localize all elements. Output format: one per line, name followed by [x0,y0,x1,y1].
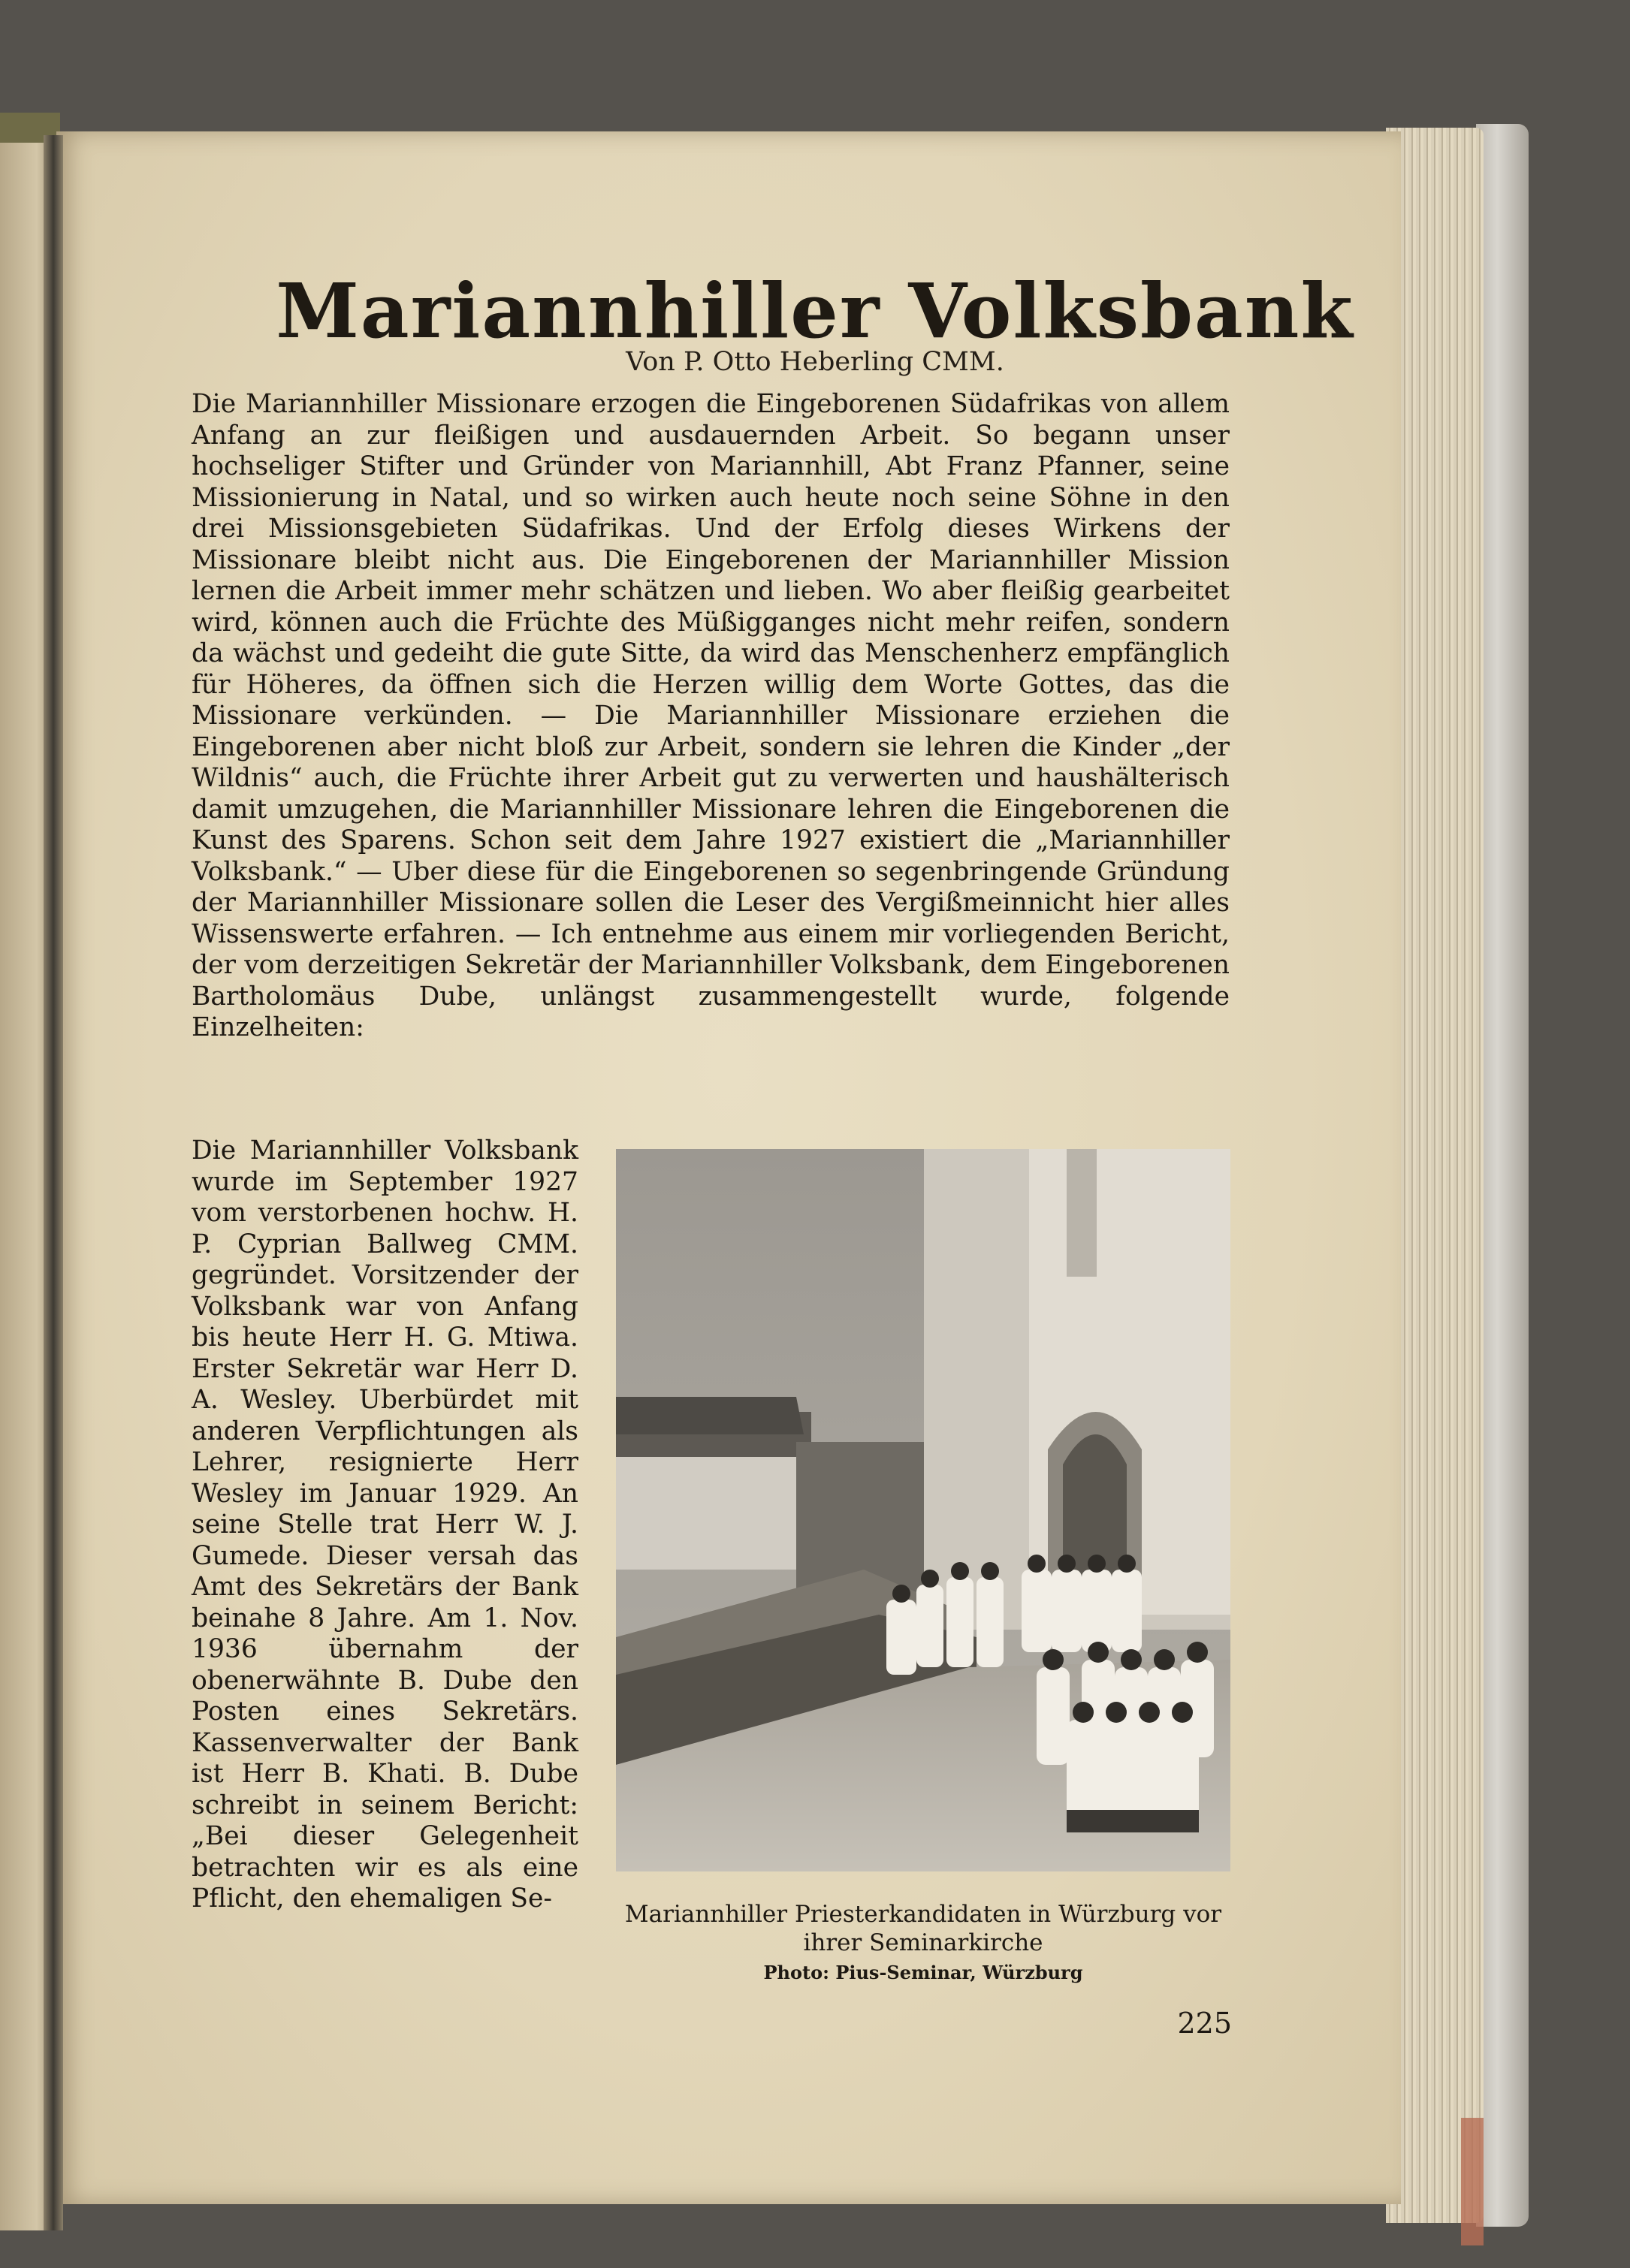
seminary-photo-illustration [616,1149,1230,1871]
photo-credit: Photo: Pius-Seminar, Würzburg [763,1962,1083,1983]
article-body: Die Mariannhiller Missionare erzogen die Eingeborenen Südafrikas von allem Anfang an zur fleißigen und ausdauernden Arbeit. So begann unser hochseliger Stifter und Gründer von Mariannhill, Abt Franz Pfanner, seine Missionierung in Natal, und so wirken auch heute noch seine Söhne in den drei Missionsgebieten Südafrikas. Und der Erfolg dieses Wirkens der Missionare bleibt nicht aus. Die Eingeborenen der Mariannhiller Mission lernen die Arbeit immer mehr schätzen und lieben. Wo aber fleißig gearbeitet wird, können auch die Früchte des Müßigganges nicht mehr reifen, sondern da wächst und gedeiht die gute Sitte, da wird das Menschenherz empfänglich für Höheres, da öffnen sich die Herzen willig dem Worte Gottes, das die Missionare verkünden. — Die Mariannhiller Missionare erziehen die Eingeborenen aber nicht bloß zur Arbeit, sondern sie lehren die Kinder „der Wildnis“ auch, die Früchte ihrer Arbeit gut zu verwerten und haushälterisch damit umzugehen, die Mariannhiller Missionare lehren die Eingeborenen die Kunst des Sparens. Schon seit dem Jahre 1927 existiert die „Mariannhiller Volksbank.“ — Uber diese für die Eingeborenen so segenbringende Gründung der Mariannhiller Missionare sollen die Leser des Vergißmeinnicht hier alles Wissenswerte erfahren. — Ich entnehme aus einem mir vorliegenden Bericht, der vom derzeitigen Sekretär der Mariannhiller Volksbank, dem Eingeborenen Bartholomäus Dube, unlängst zusammengestellt wurde, folgende Einzelheiten: [192,389,1230,1042]
page-edge-red-mark [1461,2118,1484,2245]
article-byline: Von P. Otto Heberling CMM. [626,347,1004,377]
seminary-photo [616,1149,1230,1871]
cover-wrapper [1476,124,1529,2227]
article-title: Mariannhiller Volksbank [276,267,1354,355]
page-number: 225 [1177,2007,1232,2040]
article-column-text: Die Mariannhiller Volksbank wurde im September 1927 vom verstorbenen hochw. H. P. Cyprian Ballweg CMM. gegründet. Vorsitzender der Volksbank war von Anfang bis heute Herr H. G. Mtiwa. Erster Sekretär war Herr D. A. Wesley. Uberbürdet mit anderen Verpflichtungen als Lehrer, resignierte Herr Wesley im Januar 1929. An seine Stelle trat Herr W. J. Gumede. Dieser versah das Amt des Sekretärs der Bank beinahe 8 Jahre. Am 1. Nov. 1936 übernahm der obenerwähnte B. Dube den Posten eines Sekretärs. Kassenverwalter der Bank ist Herr B. Khati. B. Dube schreibt in seinem Bericht: „Bei dieser Gelegenheit betrachten wir es als eine Pflicht, den ehemaligen Se- [192,1136,578,1914]
book-gutter [44,135,63,2230]
photo-caption: Mariannhiller Priesterkandidaten in Würzburg vor ihrer Seminarkirche [624,1901,1222,1956]
